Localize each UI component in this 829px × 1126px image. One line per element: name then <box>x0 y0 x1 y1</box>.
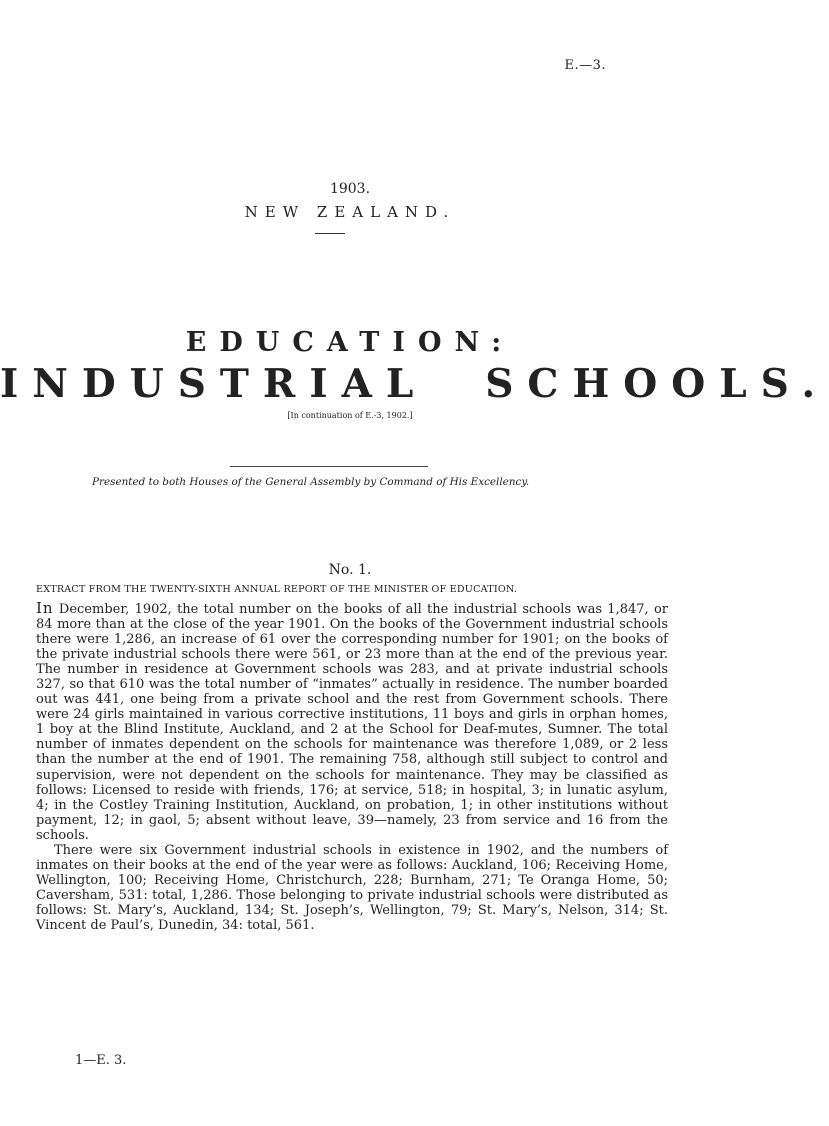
document-subtitle <box>0 361 829 407</box>
long-divider <box>230 466 428 467</box>
short-divider <box>315 233 345 234</box>
publication-year: 1903. <box>329 181 371 197</box>
section-number: No. 1. <box>328 562 372 578</box>
report-body <box>36 601 668 933</box>
continuation-note: [In continuation of E.-3, 1902.] <box>287 411 413 420</box>
paragraph-1 <box>36 601 668 843</box>
paragraph-1-text: December, 1902, the total number on the books of all the industrial schools was 1,847, or 84 more than at the close of the year 1901. On the books of the Government industrial schools there were 1,286, an increase of 61 over the corresponding number for 1901; on the books of the private industrial schools there were 561, or 23 more than at the end of the previous year. The number in residence at Government schools was 283, and at private industrial schools 327, so that 610 was the total number of “inmates” actually in residence. The number boarded out was 441, one being from a private school and the rest from Government schools. There were 24 girls maintained in various corrective institutions, 11 boys and girls in orphan homes, 1 boy at the Blind Institute, Auckland, and 2 at the School for Deaf-mutes, Sumner. The total number of inmates dependent on the schools for maintenance was therefore 1,089, or 2 less than the number at the end of 1901. The remaining 758, although still subject to control and supervision, were not dependent on the schools for maintenance. They may be classified as follows: Licensed to reside with friends, 176; at service, 518; in hospital, 3; in lunatic asylum, 4; in the Costley Training Institution, Auckland, on probation, 1; in other institutions without payment, 12; in gaol, 5; absent without leave, 39—namely, 23 from service and 16 from the schools. <box>36 602 668 843</box>
presentation-note: Presented to both Houses of the General Assembly by Command of His Excellency. <box>92 476 530 488</box>
paragraph-1-opening: In <box>36 599 54 617</box>
subtitle-part-2: SCHOOLS. <box>485 361 829 407</box>
paragraph-2: There were six Government industrial schools in existence in 1902, and the numbers of inmates on their books at the end of the year were as follows: Auckland, 106; Receiving Home, Wellington, 100; Receiving Home, Christchurch, 228; Burnham, 271; Te Oranga Home, 50; Caversham, 531: total, 1,286. Those belonging to private industrial schools were distributed as follows: St. Mary’s, Auckland, 134; St. Joseph’s, Wellington, 79; St. Mary’s, Nelson, 314; St. Vincent de Paul’s, Dunedin, 34: total, 561. <box>36 842 668 933</box>
country-heading: NEW ZEALAND. <box>244 203 456 221</box>
page-signature: 1—E. 3. <box>75 1053 127 1068</box>
page-reference: E.—3. <box>564 58 606 73</box>
document-title: EDUCATION: <box>185 327 515 358</box>
extract-heading: EXTRACT FROM THE TWENTY-SIXTH ANNUAL REPORT OF THE MINISTER OF EDUCATION. <box>36 584 518 595</box>
subtitle-part-1: INDUSTRIAL <box>0 361 428 407</box>
